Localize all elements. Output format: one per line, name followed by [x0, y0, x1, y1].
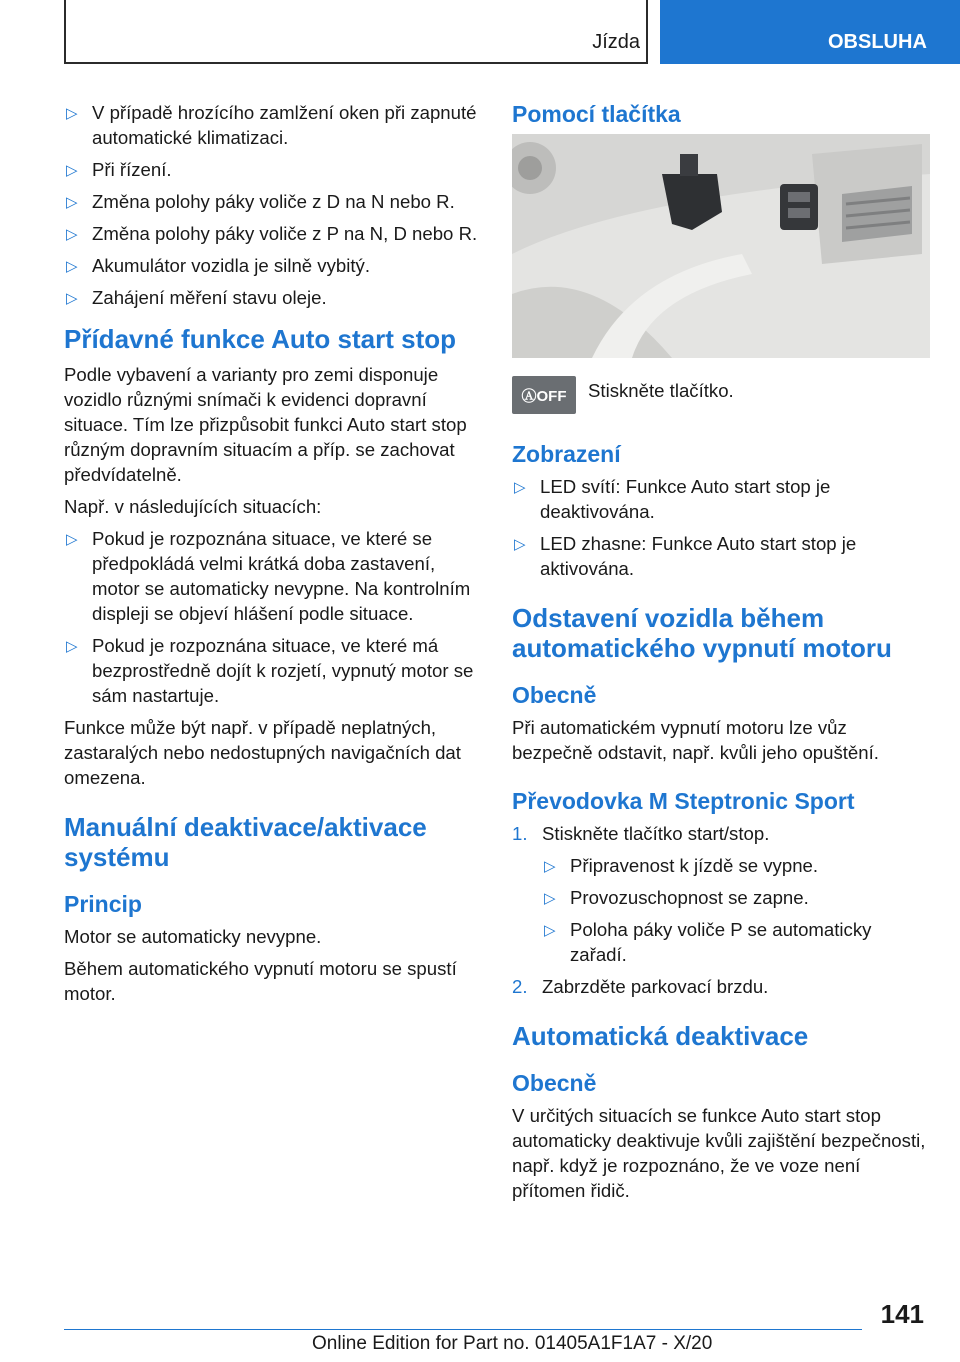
triangle-bullet-icon: ▷	[66, 105, 78, 122]
footer-edition[interactable]: Online Edition for Part no. 01405A1F1A7 - X/20	[312, 1333, 713, 1354]
paragraph: V určitých situacích se funkce Auto start stop automaticky deaktivuje kvůli zajištění bezpečnosti, např. když je rozpoznáno, že ve voze není přítomen řidič.	[512, 1105, 926, 1201]
heading-additional-functions: Přídavné funkce Auto start stop	[64, 324, 456, 354]
heading-parking: Odstavení vozidla během automatického vypnutí motoru	[512, 603, 892, 663]
triangle-bullet-icon: ▷	[66, 194, 78, 211]
paragraph: Podle vybavení a varianty pro zemi disponuje vozidlo různými snímači k evidenci dopravní situace. Tím lze přizpůsobit funkci Auto start stop různým dopravním situacím a příp. se zachovat předvídatelně.	[64, 364, 467, 485]
header-box	[64, 0, 648, 64]
step-item: 2. Zabrzděte parkovací brzdu.	[512, 976, 769, 997]
list-item: ▷ V případě hrozícího zamlžení oken při zapnuté automatické klimatizaci.	[66, 102, 477, 148]
off-icon-label: ⒶOFF	[521, 387, 567, 405]
triangle-bullet-icon: ▷	[544, 890, 556, 907]
triangle-bullet-icon: ▷	[514, 536, 526, 553]
heading-display: Zobrazení	[512, 441, 621, 467]
heading-auto-deactivation: Automatická deaktivace	[512, 1021, 809, 1051]
right-column	[512, 100, 932, 1210]
triangle-bullet-icon: ▷	[66, 162, 78, 179]
triangle-bullet-icon: ▷	[66, 638, 78, 655]
paragraph: Např. v následujících situacích:	[64, 496, 322, 517]
chapter-tab[interactable]: OBSLUHA	[660, 0, 960, 64]
paragraph: Při automatickém vypnutí motoru lze vůz bezpečně odstavit, např. kvůli jeho opuštění.	[512, 717, 879, 763]
section-title: Jízda	[592, 31, 640, 53]
list-item: ▷ Poloha páky voliče P se automaticky zařadí.	[544, 919, 872, 965]
list-item: ▷ Provozuschopnost se zapne.	[542, 885, 932, 910]
list-item: ▷ Při řízení.	[64, 157, 482, 182]
footer-divider	[64, 1329, 862, 1330]
page-number: 141	[880, 1299, 924, 1329]
heading-steptronic: Převodovka M Steptronic Sport	[512, 788, 855, 814]
list-item: ▷ Změna polohy páky voliče z P na N, D nebo R.	[64, 221, 482, 246]
dashboard-photo	[512, 134, 930, 358]
list-item: ▷ Pokud je rozpoznána situace, ve které má bezprostředně dojít k rozjetí, vypnutý motor se sám nastartuje.	[66, 635, 474, 706]
triangle-bullet-icon: ▷	[66, 258, 78, 275]
paragraph: Funkce může být např. v případě neplatných, zastaralých nebo nedostupných navigačních dat omezena.	[64, 717, 461, 788]
triangle-bullet-icon: ▷	[66, 531, 78, 548]
auto-start-stop-off-icon	[512, 376, 576, 414]
heading-manual-deactivation: Manuální deaktivace/aktivace systému	[64, 812, 427, 872]
list-item: ▷ Připravenost k jízdě se vypne.	[542, 853, 932, 878]
list-item: ▷ Pokud je rozpoznána situace, ve které se předpokládá velmi krátká doba zastavení, motor se automaticky nevypne. Na kontrolním displeji se objeví hlášení podle situace.	[66, 528, 471, 624]
list-item: ▷ Akumulátor vozidla je silně vybitý.	[64, 253, 482, 278]
triangle-bullet-icon: ▷	[66, 226, 78, 243]
paragraph: Motor se automaticky nevypne.	[64, 926, 322, 947]
heading-principle: Princip	[64, 891, 142, 917]
step-item: 1. Stiskněte tlačítko start/stop.	[512, 823, 770, 844]
instruction-row	[512, 376, 932, 414]
list-item: ▷ LED zhasne: Funkce Auto start stop je aktivována.	[514, 533, 857, 579]
list-item: ▷ LED svítí: Funkce Auto start stop je deaktivována.	[514, 476, 831, 522]
dashboard-illustration	[512, 134, 930, 358]
press-button-text: Stiskněte tlačítko.	[588, 380, 734, 401]
triangle-bullet-icon: ▷	[514, 479, 526, 496]
heading-button: Pomocí tlačítka	[512, 101, 681, 127]
triangle-bullet-icon: ▷	[66, 290, 78, 307]
left-column	[64, 100, 482, 1013]
paragraph: Během automatického vypnutí motoru se spustí motor.	[64, 958, 457, 1004]
list-item: ▷ Změna polohy páky voliče z D na N nebo R.	[64, 189, 482, 214]
heading-general: Obecně	[512, 1070, 597, 1096]
heading-general: Obecně	[512, 682, 597, 708]
list-item: ▷ Zahájení měření stavu oleje.	[64, 285, 482, 310]
triangle-bullet-icon: ▷	[544, 922, 556, 939]
sub-list	[512, 853, 932, 967]
triangle-bullet-icon: ▷	[544, 858, 556, 875]
